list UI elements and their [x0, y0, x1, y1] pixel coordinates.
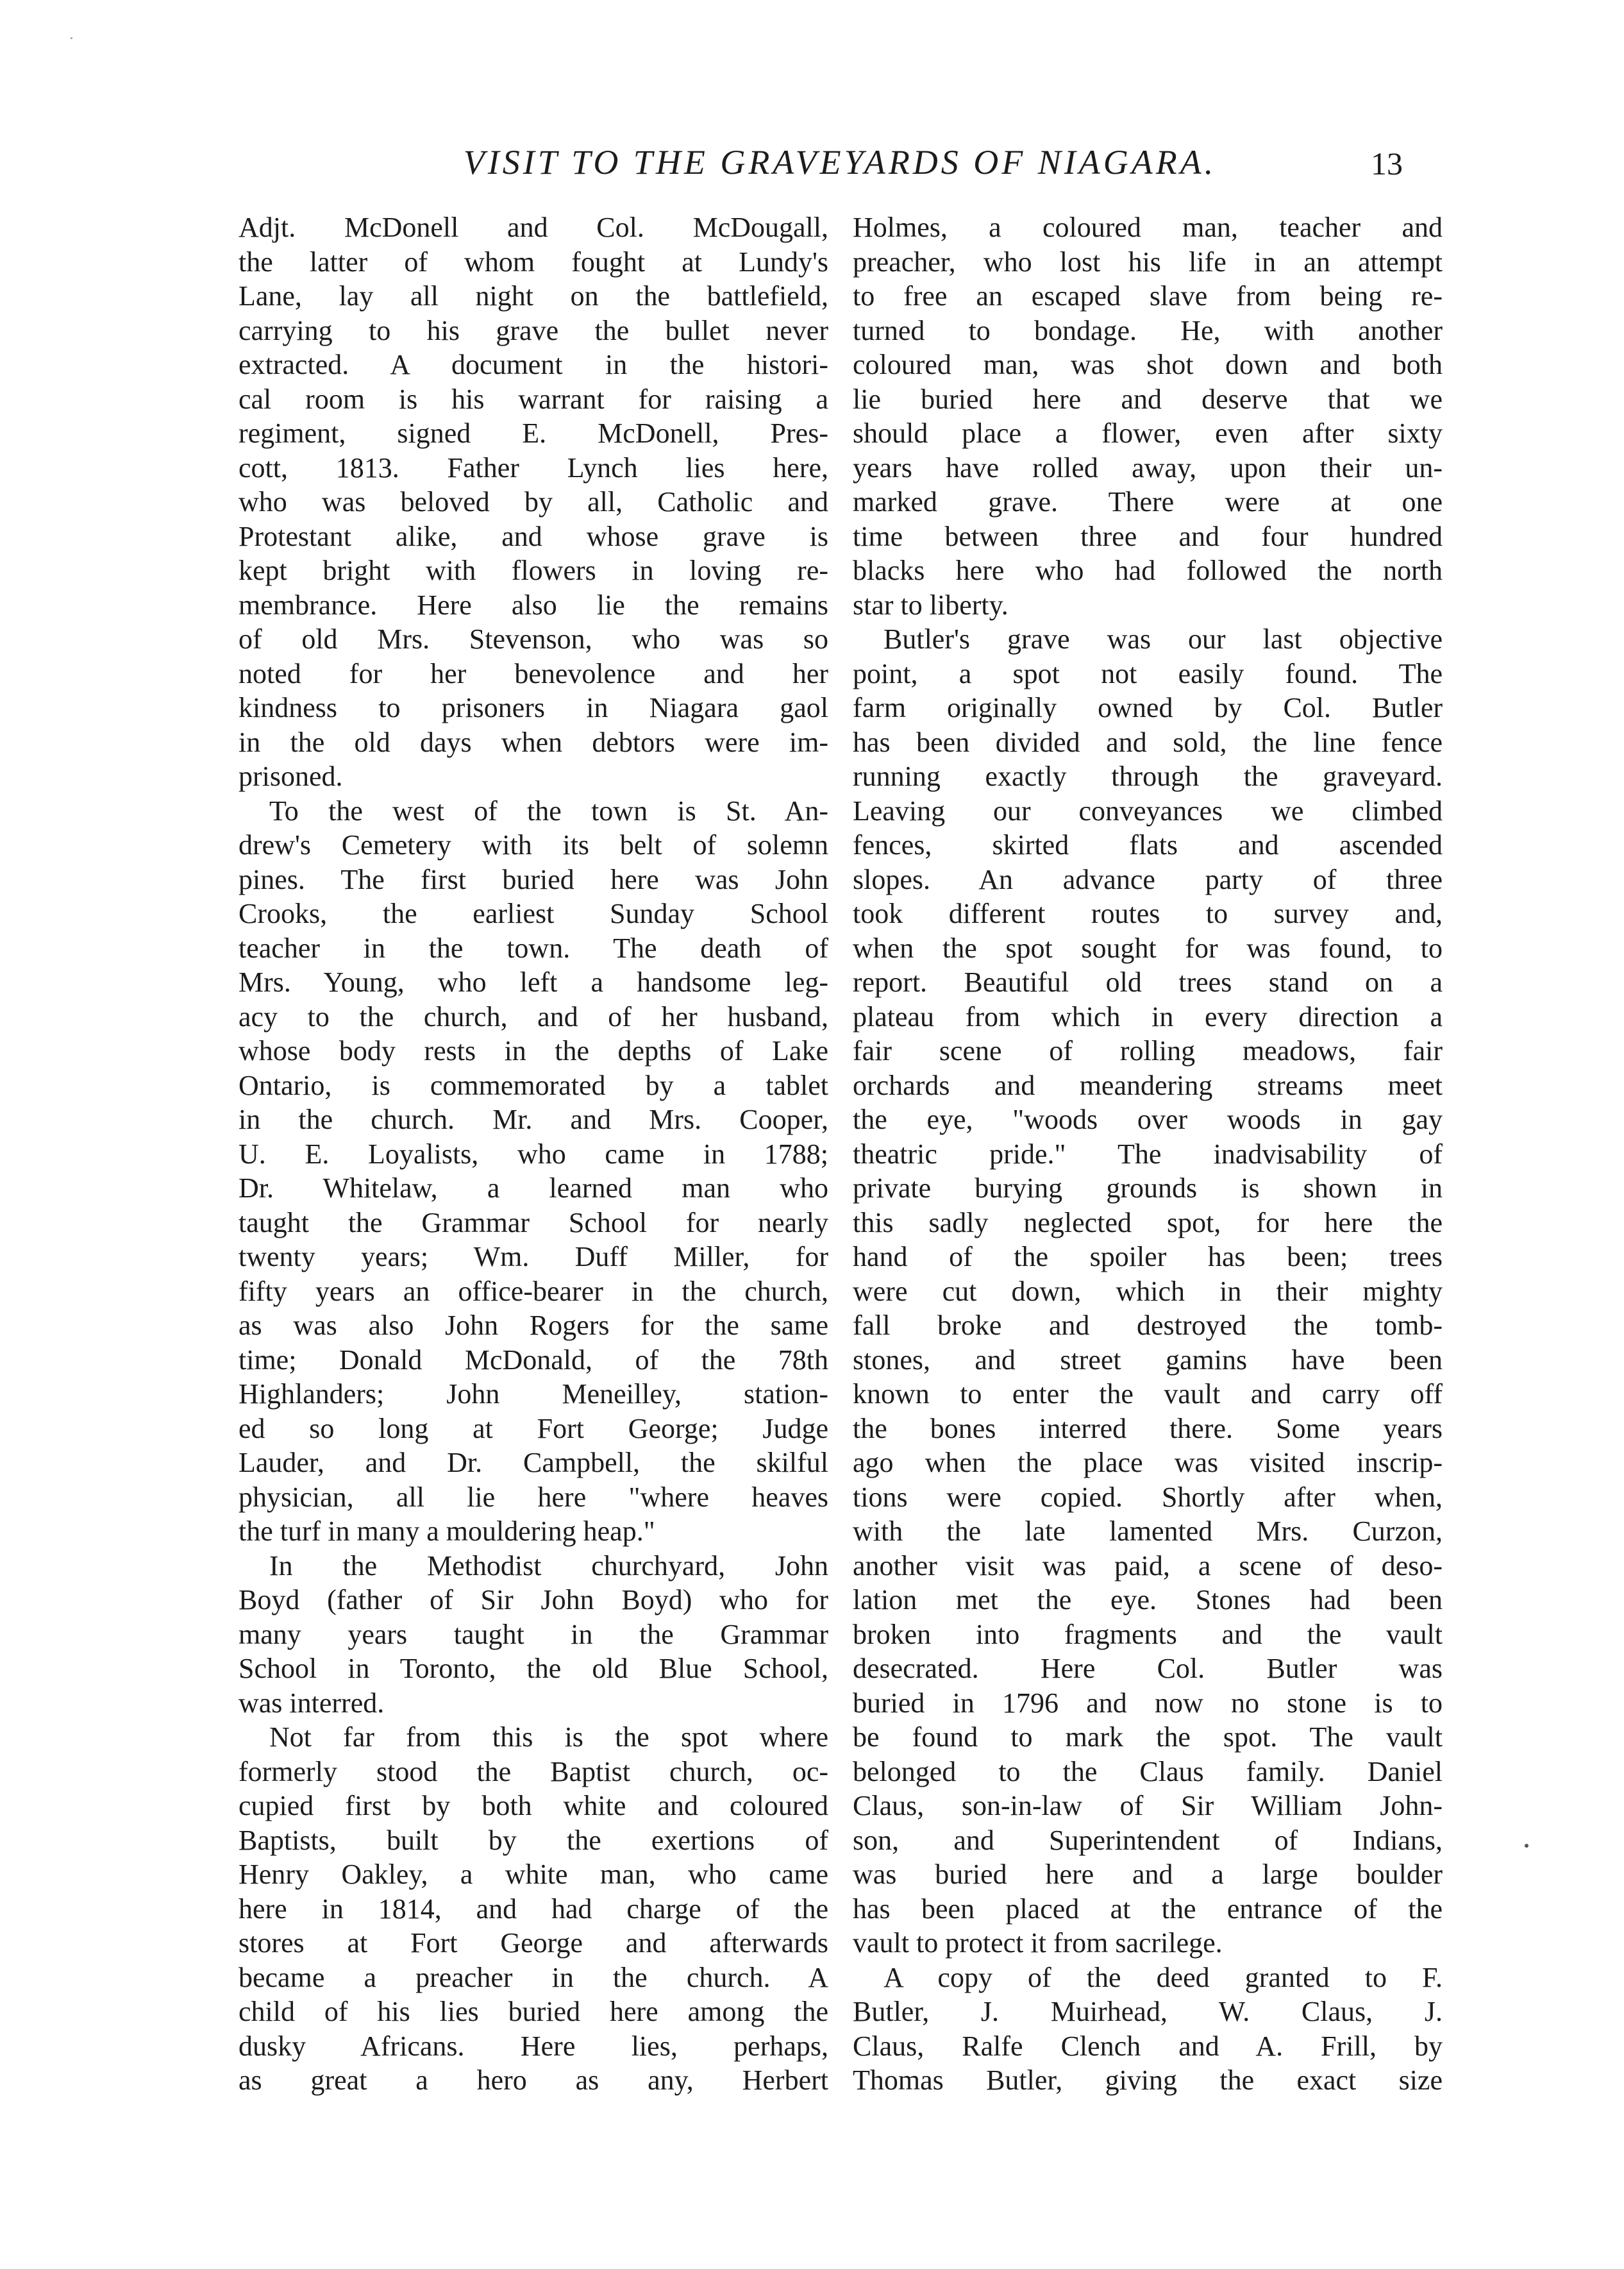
- text-line: Baptists, built by the exertions of: [239, 1824, 828, 1856]
- text-line: were cut down, which in their mighty: [853, 1275, 1443, 1307]
- text-line: lation met the eye. Stones had been: [853, 1584, 1443, 1615]
- text-line: physician, all lie here "where heaves: [239, 1481, 828, 1513]
- text-column-right: [853, 210, 1443, 2098]
- text-line: private burying grounds is shown in: [853, 1172, 1443, 1204]
- text-line: who was beloved by all, Catholic and: [239, 486, 828, 518]
- text-line: noted for her benevolence and her: [239, 657, 828, 689]
- text-line: stones, and street gamins have been: [853, 1344, 1443, 1376]
- text-line: fences, skirted flats and ascended: [853, 829, 1443, 861]
- text-line: be found to mark the spot. The vault: [853, 1721, 1443, 1753]
- text-line: Protestant alike, and whose grave is: [239, 520, 828, 552]
- text-line: dusky Africans. Here lies, perhaps,: [239, 2030, 828, 2062]
- text-line: kindness to prisoners in Niagara gaol: [239, 692, 828, 723]
- text-line: coloured man, was shot down and both: [853, 349, 1443, 380]
- text-line: time between three and four hundred: [853, 520, 1443, 552]
- text-line: cott, 1813. Father Lynch lies here,: [239, 451, 828, 484]
- text-line: carrying to his grave the bullet never: [239, 314, 828, 346]
- text-line: orchards and meandering streams meet: [853, 1069, 1443, 1101]
- text-line: Crooks, the earliest Sunday School: [239, 898, 828, 929]
- text-line: in the old days when debtors were im-: [239, 726, 828, 758]
- text-line: ed so long at Fort George; Judge: [239, 1412, 828, 1444]
- text-line: prisoned.: [239, 761, 343, 792]
- text-line: as was also John Rogers for the same: [239, 1310, 828, 1341]
- print-speck: [71, 37, 72, 39]
- text-line: should place a flower, even after sixty: [853, 418, 1443, 449]
- text-line: buried in 1796 and now no stone is to: [853, 1687, 1443, 1719]
- text-line: preacher, who lost his life in an attempt: [853, 246, 1443, 278]
- text-line: fair scene of rolling meadows, fair: [853, 1035, 1443, 1067]
- text-line: farm originally owned by Col. Butler: [853, 692, 1443, 723]
- text-line: fall broke and destroyed the tomb-: [853, 1310, 1443, 1341]
- text-line: teacher in the town. The death of: [239, 932, 828, 964]
- text-line: has been placed at the entrance of the: [853, 1893, 1443, 1925]
- text-line: here in 1814, and had charge of the: [239, 1893, 828, 1925]
- text-line: cal room is his warrant for raising a: [239, 383, 828, 415]
- text-line: known to enter the vault and carry off: [853, 1378, 1443, 1410]
- text-line: Highlanders; John Meneilley, station-: [239, 1378, 828, 1410]
- text-line: star to liberty.: [853, 589, 1009, 621]
- text-line: hand of the spoiler has been; trees: [853, 1241, 1443, 1272]
- text-line: Adjt. McDonell and Col. McDougall,: [239, 212, 828, 243]
- text-line: marked grave. There were at one: [853, 486, 1443, 518]
- text-line: U. E. Loyalists, who came in 1788;: [239, 1138, 828, 1170]
- text-line: A copy of the deed granted to F.: [883, 1961, 1443, 1993]
- text-line: broken into fragments and the vault: [853, 1618, 1443, 1650]
- text-line: taught the Grammar School for nearly: [239, 1206, 828, 1238]
- text-line: time; Donald McDonald, of the 78th: [239, 1344, 828, 1376]
- text-line: theatric pride." The inadvisability of: [853, 1138, 1443, 1170]
- text-line: many years taught in the Grammar: [239, 1618, 828, 1650]
- text-line: has been divided and sold, the line fence: [853, 726, 1443, 758]
- text-line: point, a spot not easily found. The: [853, 657, 1443, 689]
- text-line: membrance. Here also lie the remains: [239, 589, 828, 621]
- text-line: took different routes to survey and,: [853, 898, 1443, 929]
- text-line: became a preacher in the church. A: [239, 1961, 828, 1993]
- text-line: Lauder, and Dr. Campbell, the skilful: [239, 1447, 828, 1478]
- text-line: the bones interred there. Some years: [853, 1412, 1443, 1444]
- text-line: Claus, Ralfe Clench and A. Frill, by: [853, 2030, 1443, 2062]
- running-head: VISIT TO THE GRAVEYARDS OF NIAGARA.: [463, 143, 1217, 181]
- text-line: turned to bondage. He, with another: [853, 314, 1443, 346]
- text-line: cupied first by both white and coloured: [239, 1790, 828, 1821]
- text-line: Holmes, a coloured man, teacher and: [853, 212, 1443, 243]
- text-line: report. Beautiful old trees stand on a: [853, 966, 1443, 998]
- text-line: stores at Fort George and afterwards: [239, 1927, 828, 1959]
- text-line: kept bright with flowers in loving re-: [239, 555, 828, 586]
- text-column-left: [239, 210, 828, 2098]
- text-line: drew's Cemetery with its belt of solemn: [239, 829, 828, 861]
- text-line: of old Mrs. Stevenson, who was so: [239, 623, 828, 655]
- text-line: In the Methodist churchyard, John: [269, 1549, 828, 1582]
- text-line: acy to the church, and of her husband,: [239, 1000, 828, 1033]
- text-line: plateau from which in every direction a: [853, 1000, 1443, 1033]
- text-line: in the church. Mr. and Mrs. Cooper,: [239, 1104, 828, 1135]
- text-line: regiment, signed E. McDonell, Pres-: [239, 418, 828, 449]
- text-line: extracted. A document in the histori-: [239, 349, 828, 380]
- text-line: son, and Superintendent of Indians,: [853, 1824, 1443, 1856]
- text-line: Mrs. Young, who left a handsome leg-: [239, 966, 828, 998]
- text-line: tions were copied. Shortly after when,: [853, 1481, 1443, 1513]
- text-line: was interred.: [239, 1687, 385, 1719]
- text-line: Thomas Butler, giving the exact size: [853, 2064, 1443, 2096]
- text-line: slopes. An advance party of three: [853, 863, 1443, 895]
- text-line: lie buried here and deserve that we: [853, 383, 1443, 415]
- text-line: this sadly neglected spot, for here the: [853, 1206, 1443, 1238]
- text-line: running exactly through the graveyard.: [853, 761, 1443, 792]
- text-line: Butler's grave was our last objective: [883, 623, 1443, 655]
- text-line: To the west of the town is St. An-: [269, 795, 828, 827]
- text-line: ago when the place was visited inscrip-: [853, 1447, 1443, 1478]
- text-line: pines. The first buried here was John: [239, 863, 828, 895]
- text-line: Boyd (father of Sir John Boyd) who for: [239, 1584, 828, 1615]
- page-number: 13: [1371, 146, 1403, 181]
- text-line: Leaving our conveyances we climbed: [853, 795, 1443, 827]
- text-line: the eye, "woods over woods in gay: [853, 1104, 1443, 1135]
- text-line: Henry Oakley, a white man, who came: [239, 1859, 828, 1890]
- text-line: the latter of whom fought at Lundy's: [239, 246, 828, 278]
- text-line: another visit was paid, a scene of deso-: [853, 1549, 1443, 1582]
- text-line: when the spot sought for was found, to: [853, 932, 1443, 964]
- text-line: desecrated. Here Col. Butler was: [853, 1653, 1443, 1684]
- text-line: vault to protect it from sacrilege.: [853, 1927, 1223, 1959]
- text-line: child of his lies buried here among the: [239, 1996, 828, 2027]
- text-line: Butler, J. Muirhead, W. Claus, J.: [853, 1996, 1443, 2027]
- text-line: was buried here and a large boulder: [853, 1859, 1443, 1890]
- text-line: Claus, son-in-law of Sir William John-: [853, 1790, 1443, 1821]
- text-line: fifty years an office-bearer in the church,: [239, 1275, 828, 1307]
- text-line: belonged to the Claus family. Daniel: [853, 1755, 1443, 1787]
- text-line: blacks here who had followed the north: [853, 555, 1443, 586]
- text-line: Dr. Whitelaw, a learned man who: [239, 1172, 828, 1204]
- text-line: to free an escaped slave from being re-: [853, 280, 1443, 312]
- text-line: whose body rests in the depths of Lake: [239, 1035, 828, 1067]
- text-line: Not far from this is the spot where: [269, 1721, 828, 1753]
- text-line: twenty years; Wm. Duff Miller, for: [239, 1241, 828, 1272]
- text-line: the turf in many a mouldering heap.": [239, 1515, 655, 1547]
- text-line: as great a hero as any, Herbert: [239, 2064, 828, 2096]
- text-line: Ontario, is commemorated by a tablet: [239, 1069, 828, 1101]
- text-line: Lane, lay all night on the battlefield,: [239, 280, 828, 312]
- text-line: with the late lamented Mrs. Curzon,: [853, 1515, 1443, 1547]
- print-speck: [1525, 1844, 1528, 1848]
- text-line: formerly stood the Baptist church, oc-: [239, 1755, 828, 1787]
- text-line: School in Toronto, the old Blue School,: [239, 1653, 828, 1684]
- text-line: years have rolled away, upon their un-: [853, 451, 1443, 484]
